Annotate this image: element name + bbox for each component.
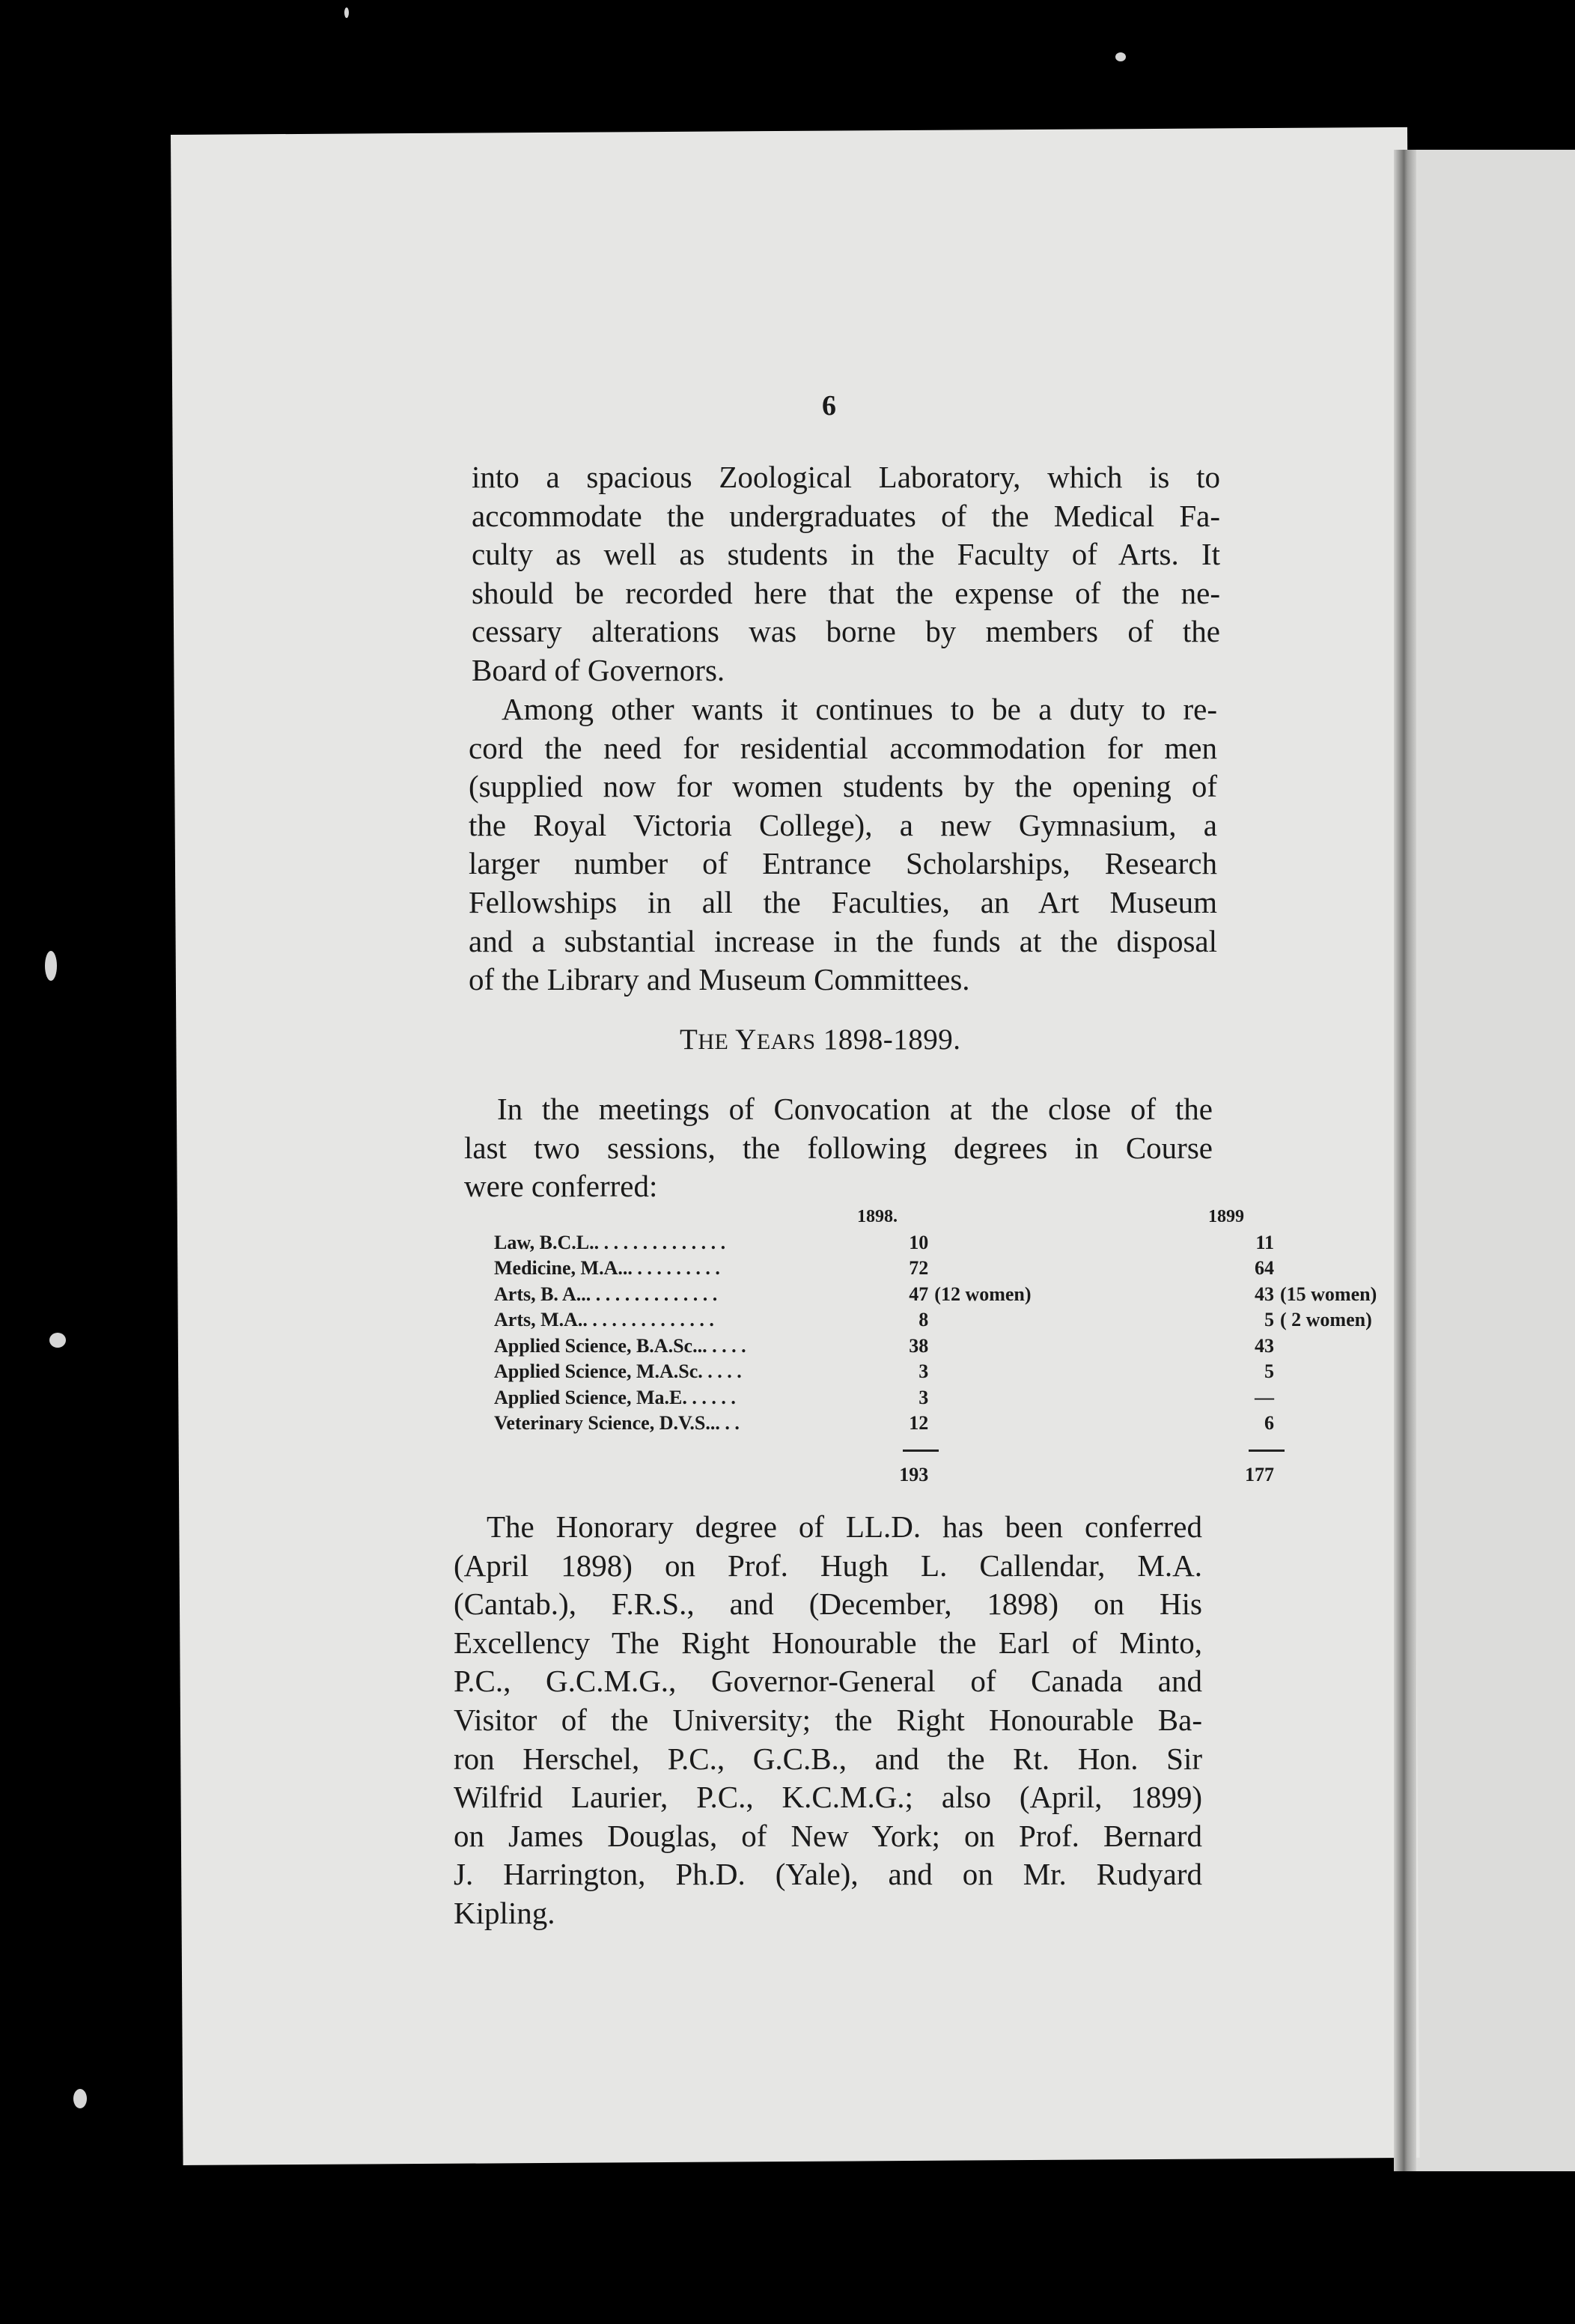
note-1899 xyxy=(1274,1385,1377,1411)
text-line: were conferred: xyxy=(464,1169,658,1204)
table-header-row xyxy=(494,1204,1377,1230)
text-line: cessary alterations was borne by members of the xyxy=(472,614,1220,649)
sum-rule xyxy=(1249,1450,1285,1452)
text-line: of the Library and Museum Committees. xyxy=(469,962,970,997)
heading-years: 1898-1899. xyxy=(823,1023,961,1056)
text-line: on James Douglas, of New York; on Prof. Bernard xyxy=(454,1818,1202,1853)
text-line: accommodate the undergraduates of the Medical Fa- xyxy=(472,498,1220,533)
text-line: culty as well as students in the Faculty of Arts. It xyxy=(472,537,1220,572)
heading-initial: T xyxy=(680,1023,698,1056)
degree-label: Applied Science, Ma.E. . . . . . xyxy=(494,1386,736,1408)
heading-initial: Y xyxy=(735,1023,757,1056)
count-1898: 10 xyxy=(909,1231,929,1253)
degree-label: Arts, M.A.. . . . . . . . . . . . . . xyxy=(494,1309,714,1330)
heading-smallcaps: HE xyxy=(698,1029,729,1054)
note-1899 xyxy=(1274,1256,1377,1282)
column-header-1899 xyxy=(1208,1204,1377,1230)
header-label: 1899 xyxy=(1208,1207,1244,1226)
note-1898 xyxy=(928,1256,1238,1282)
count-1899: 64 xyxy=(1255,1257,1274,1279)
total-row xyxy=(494,1462,1377,1488)
text-line: The Honorary degree of LL.D. has been conferred xyxy=(487,1509,1202,1544)
total-1898: 193 xyxy=(899,1464,929,1485)
count-1898: 47 xyxy=(909,1283,929,1305)
film-speck xyxy=(344,7,349,18)
text-line: (Cantab.), F.R.S., and (December, 1898) on His xyxy=(454,1587,1202,1622)
degree-label: Medicine, M.A... . . . . . . . . . xyxy=(494,1257,720,1279)
note-1898 xyxy=(928,1333,1238,1360)
note-1898 xyxy=(928,1230,1238,1256)
paragraph-2 xyxy=(469,690,1217,1000)
note-1899 xyxy=(1274,1333,1377,1360)
count-1899: 5 xyxy=(1264,1360,1274,1382)
text-line: Board of Governors. xyxy=(472,652,725,687)
note-1898: (12 women) xyxy=(934,1283,1032,1305)
count-1898: 12 xyxy=(909,1412,929,1434)
degrees-table xyxy=(494,1204,1377,1488)
page-fold xyxy=(1394,150,1416,2171)
table-row xyxy=(494,1307,1377,1333)
column-header-1898 xyxy=(853,1204,1238,1230)
sum-rule xyxy=(903,1450,939,1452)
table-row xyxy=(494,1359,1377,1385)
paragraph-3 xyxy=(464,1090,1213,1206)
section-heading xyxy=(680,1023,961,1056)
note-1899: (15 women) xyxy=(1280,1283,1377,1305)
text-line: ron Herschel, P.C., G.C.B., and the Rt. Hon. Sir xyxy=(454,1741,1202,1776)
text-line: (supplied now for women students by the opening of xyxy=(469,769,1217,804)
text-line: larger number of Entrance Scholarships, Research xyxy=(469,846,1217,881)
degree-label: Law, B.C.L.. . . . . . . . . . . . . . xyxy=(494,1231,726,1253)
heading-smallcaps: EARS xyxy=(756,1029,816,1054)
table-row xyxy=(494,1411,1377,1437)
text-line: last two sessions, the following degrees in Course xyxy=(464,1130,1213,1165)
note-1898 xyxy=(928,1307,1238,1333)
table-row xyxy=(494,1333,1377,1360)
count-1899: 6 xyxy=(1264,1412,1274,1434)
note-1898 xyxy=(928,1411,1238,1437)
text-line: P.C., G.C.M.G., Governor-General of Canada and xyxy=(454,1664,1202,1699)
text-line: Among other wants it continues to be a duty to re- xyxy=(502,692,1217,726)
note-1899 xyxy=(1274,1359,1377,1385)
count-1899: — xyxy=(1255,1386,1274,1408)
count-1899: 5 xyxy=(1264,1309,1274,1330)
header-label: 1898. xyxy=(857,1207,898,1226)
total-rule-row xyxy=(494,1437,1377,1463)
film-speck xyxy=(73,2089,87,2108)
text-line: (April 1898) on Prof. Hugh L. Callendar, M.A. xyxy=(454,1548,1202,1583)
table-row xyxy=(494,1282,1377,1308)
film-speck xyxy=(45,951,57,981)
text-line: Visitor of the University; the Right Honourable Ba- xyxy=(454,1702,1202,1737)
paragraph-1 xyxy=(472,458,1220,690)
note-1899: ( 2 women) xyxy=(1280,1309,1372,1330)
degree-label: Applied Science, M.A.Sc. . . . . xyxy=(494,1360,742,1382)
film-speck xyxy=(1115,52,1126,61)
text-line: Kipling. xyxy=(454,1895,555,1930)
text-line: Wilfrid Laurier, P.C., K.C.M.G.; also (April, 1899) xyxy=(454,1780,1202,1815)
count-1898: 38 xyxy=(909,1334,929,1357)
text-line: Fellowships in all the Faculties, an Art Museum xyxy=(469,884,1217,919)
text-line: In the meetings of Convocation at the close of the xyxy=(497,1092,1213,1126)
total-1899: 177 xyxy=(1245,1464,1274,1485)
text-line: should be recorded here that the expense of the ne- xyxy=(472,575,1220,610)
adjacent-page xyxy=(1407,150,1575,2171)
text-line: J. Harrington, Ph.D. (Yale), and on Mr. Rudyard xyxy=(454,1857,1202,1892)
text-line: into a spacious Zoological Laboratory, which is to xyxy=(472,460,1220,494)
table-row xyxy=(494,1256,1377,1282)
count-1898: 8 xyxy=(919,1309,929,1330)
count-1898: 3 xyxy=(919,1360,929,1382)
note-1898 xyxy=(928,1385,1238,1411)
degree-label: Applied Science, B.A.Sc... . . . . xyxy=(494,1334,746,1357)
table-row xyxy=(494,1385,1377,1411)
text-line: Excellency The Right Honourable the Earl of Minto, xyxy=(454,1625,1202,1660)
film-speck xyxy=(49,1333,66,1348)
count-1899: 11 xyxy=(1255,1231,1274,1253)
degree-label: Arts, B. A... . . . . . . . . . . . . . xyxy=(494,1283,718,1305)
count-1898: 3 xyxy=(919,1386,929,1408)
note-1898 xyxy=(928,1359,1238,1385)
text-line: and a substantial increase in the funds at the disposal xyxy=(469,923,1217,958)
table-row xyxy=(494,1230,1377,1256)
count-1898: 72 xyxy=(909,1257,929,1279)
text-line: the Royal Victoria College), a new Gymnasium, a xyxy=(469,807,1217,842)
text-line: cord the need for residential accommodation for men xyxy=(469,730,1217,765)
note-1899 xyxy=(1274,1230,1377,1256)
page-number: 6 xyxy=(822,390,836,422)
note-1899 xyxy=(1274,1411,1377,1437)
degree-label: Veterinary Science, D.V.S... . . xyxy=(494,1412,740,1434)
paragraph-4 xyxy=(454,1508,1202,1933)
count-1899: 43 xyxy=(1255,1283,1274,1305)
count-1899: 43 xyxy=(1255,1334,1274,1357)
